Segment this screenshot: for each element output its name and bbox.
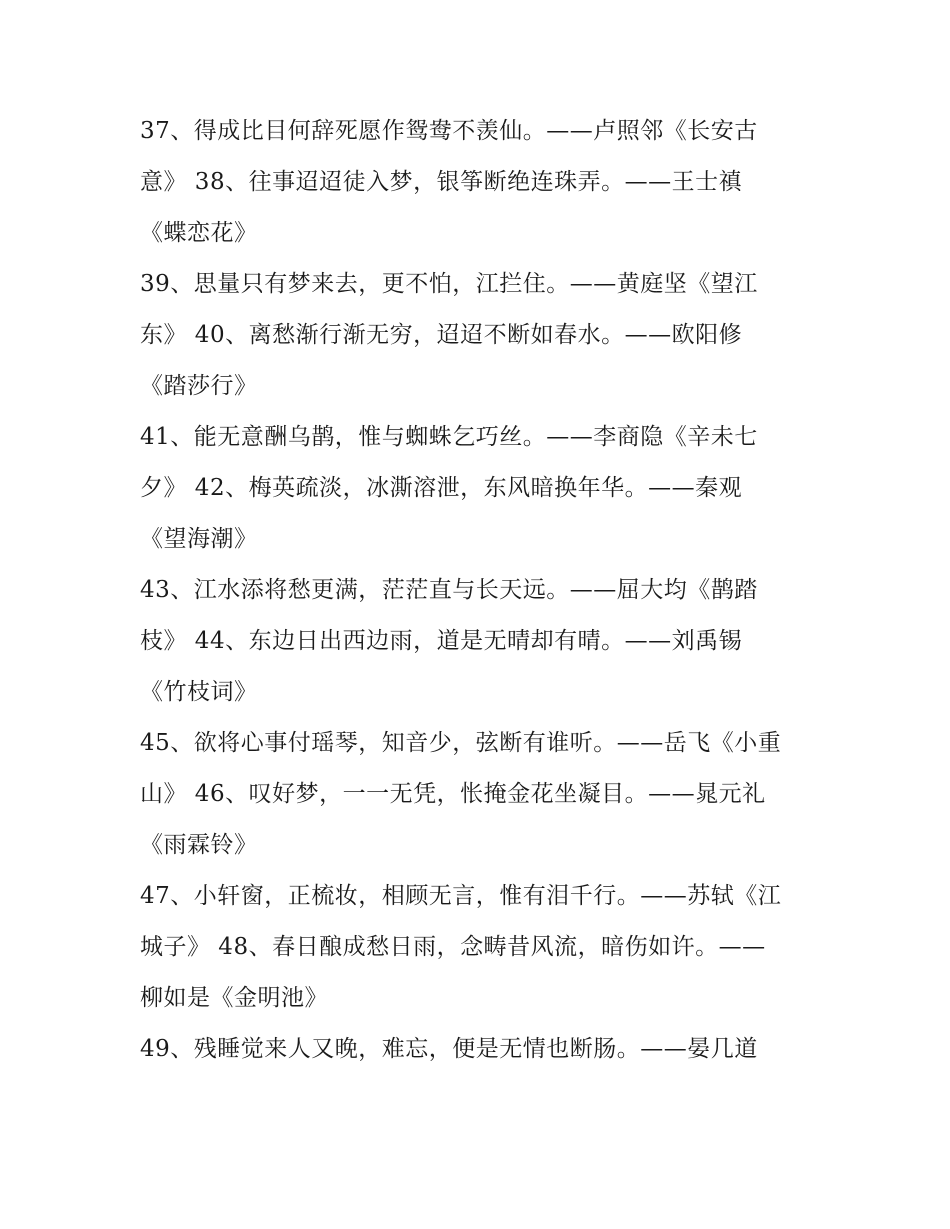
text-line: 山》 46、叹好梦，一一无凭，怅掩金花坐凝目。——晁元礼: [140, 781, 766, 807]
text-line: 45、欲将心事付瑶琴，知音少，弦断有谁听。——岳飞《小重: [140, 730, 782, 756]
text-line: 夕》 42、梅英疏淡，冰澌溶泄，东风暗换年华。——秦观: [140, 475, 743, 501]
text-line: 49、残睡觉来人又晚，难忘，便是无情也断肠。——晏几道: [140, 1036, 758, 1062]
text-line: 39、思量只有梦来去，更不怕，江拦住。——黄庭坚《望江: [140, 271, 758, 297]
text-line: 37、得成比目何辞死愿作鸳鸯不羡仙。——卢照邻《长安古: [140, 118, 758, 144]
text-line: 《踏莎行》: [140, 373, 258, 399]
text-line: 东》 40、离愁渐行渐无穷，迢迢不断如春水。——欧阳修: [140, 322, 743, 348]
text-line: 枝》 44、东边日出西边雨，道是无晴却有晴。——刘禹锡: [140, 628, 743, 654]
text-line: 《望海潮》: [140, 526, 258, 552]
text-line: 41、能无意酬乌鹊，惟与蜘蛛乞巧丝。——李商隐《辛未七: [140, 424, 758, 450]
text-line: 47、小轩窗，正梳妆，相顾无言，惟有泪千行。——苏轼《江: [140, 883, 782, 909]
poem-quote-list: [140, 106, 820, 1075]
text-line: 43、江水添将愁更满，茫茫直与长天远。——屈大均《鹊踏: [140, 577, 758, 603]
text-line: 意》 38、往事迢迢徒入梦，银筝断绝连珠弄。——王士禛: [140, 169, 743, 195]
text-line: 《竹枝词》: [140, 679, 258, 705]
text-line: 柳如是《金明池》: [140, 985, 328, 1011]
text-line: 《蝶恋花》: [140, 220, 258, 246]
text-line: 《雨霖铃》: [140, 832, 258, 858]
text-line: 城子》 48、春日酿成愁日雨，念畴昔风流，暗伤如许。——: [140, 934, 766, 960]
